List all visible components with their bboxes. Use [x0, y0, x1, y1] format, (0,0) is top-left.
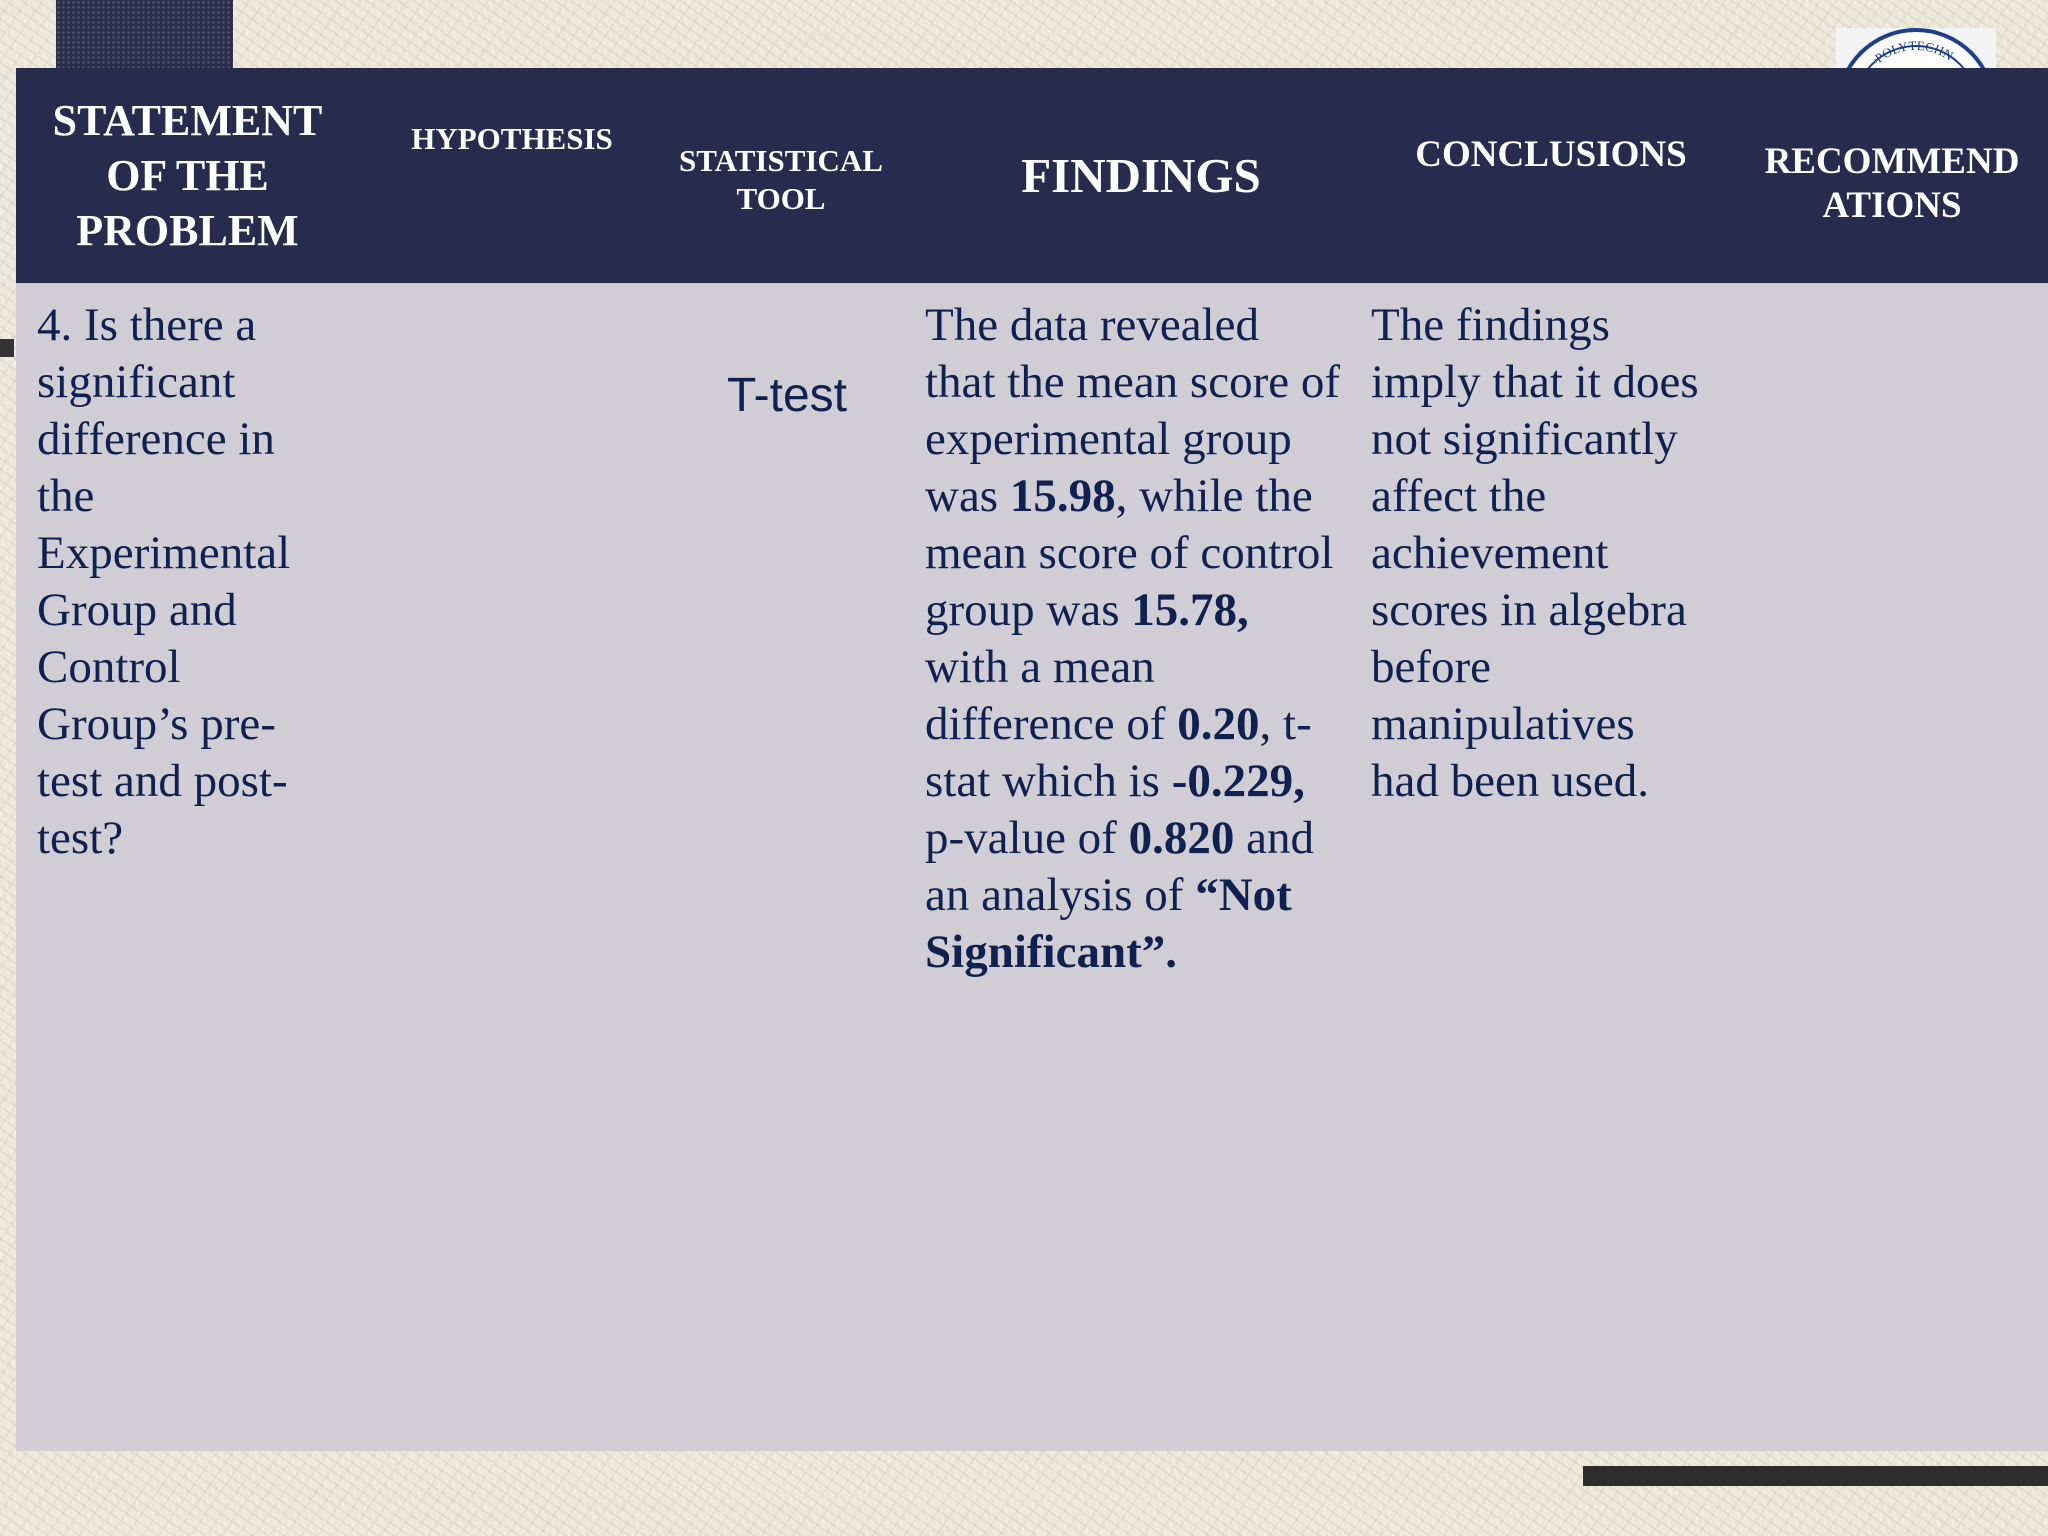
header-hypothesis: [359, 68, 665, 283]
svg-text:POLYTECHN: POLYTECHN: [1871, 37, 1957, 66]
table-header-row: [16, 68, 2048, 283]
cell-statistical-tool: [702, 368, 872, 423]
cell-conclusions: [1371, 297, 1701, 810]
table-body-row: [16, 283, 2048, 1451]
statistical-tool-text: T-test: [726, 369, 848, 422]
findings-text: The data revealed that the mean score of experimental group was: [925, 299, 1340, 522]
header-recommendations: [1736, 68, 2048, 291]
findings-text: and an analysis of: [925, 812, 1314, 921]
experimental-mean-value: 15.98: [1009, 470, 1116, 522]
conclusions-text: The findings imply that it does not significantly affect the achievement scores in algebra before manipulatives had been used.: [1371, 299, 1699, 807]
findings-text: , while the mean score of control group was: [925, 470, 1334, 636]
header-statement-label: STATEMENT OF THE PROBLEM: [52, 96, 323, 255]
header-conclusions: [1366, 68, 1736, 283]
header-statistical-tool: [628, 68, 934, 287]
slide-edge-mark: [0, 339, 14, 357]
header-findings: [916, 68, 1366, 283]
p-value-value: 0.820: [1128, 812, 1235, 864]
header-recommendations-label: RECOMMEND ATIONS: [1764, 140, 2020, 226]
control-mean-value: 15.78,: [1131, 584, 1249, 636]
findings-text: p-value of: [925, 812, 1129, 864]
findings-text: , t-stat which is: [925, 698, 1312, 807]
footer-decorative-bar: [1583, 1466, 2048, 1486]
t-stat-value: -0.229,: [1171, 755, 1305, 807]
cell-problem-statement: [37, 297, 337, 867]
mean-difference-value: 0.20: [1177, 698, 1260, 750]
analysis-result: “Not Significant”.: [925, 869, 1292, 978]
cell-findings: [925, 297, 1340, 981]
header-statistical-tool-label: STATISTICAL TOOL: [679, 142, 883, 216]
decorative-top-block: [56, 0, 233, 68]
problem-text: 4. Is there a significant difference in the Experimental Group and Control Group’s pre-test and post-test?: [37, 299, 291, 864]
header-conclusions-label: CONCLUSIONS: [1415, 134, 1687, 175]
findings-text: with a mean difference of: [925, 641, 1178, 750]
header-findings-label: FINDINGS: [1021, 148, 1261, 203]
header-hypothesis-label: HYPOTHESIS: [411, 121, 613, 156]
header-statement-of-the-problem: [16, 68, 359, 283]
